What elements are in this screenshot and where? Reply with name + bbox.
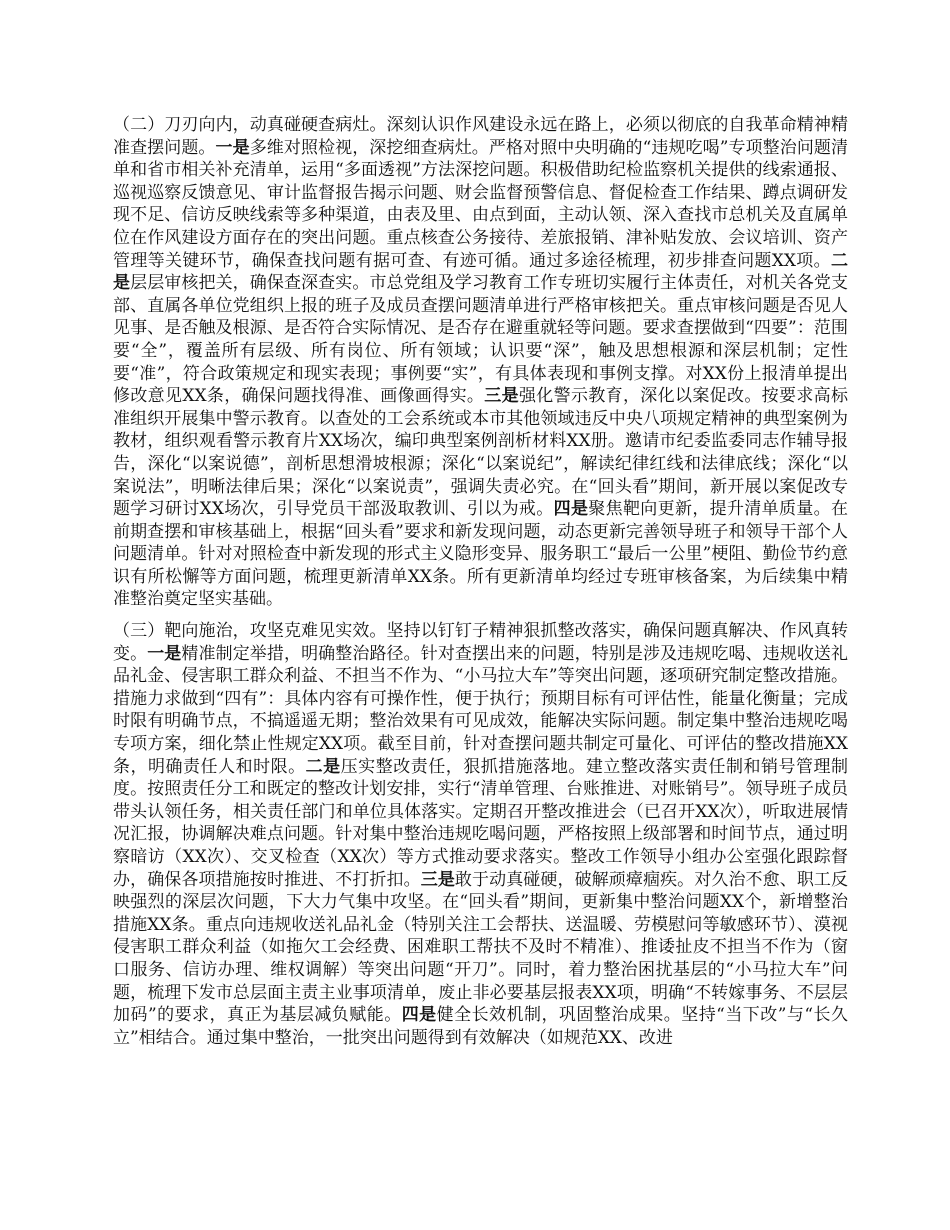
item-lead-marker: 一是	[215, 137, 250, 158]
paragraph-text: 层层审核把关，确保查深查实。市总党组及学习教育工作专班切实履行主体责任，对机关各党支部、直属各单位党组织上报的班子及成员查摆问题清单进行严格审核把关。重点审核问题是否见人见事、是否触及根源、是否符合实际情况、是否存在避重就轻等问题。要求查摆做到“四要”：范围要“全”，覆盖所有层级、所有岗位、所有领域；认识要“深”，触及思想根源和深层机制；定性要“准”，符合政策规定和现实表现；事例要“实”，有具体表现和事例支撑。对XX份上报清单提出修改意见XX条，确保问题找得准、画像画得实。	[113, 273, 849, 407]
paragraph-text: （二）刀刃向内，动真碰硬查病灶。深刻认识作风建设永远在路上，必须以彻底的自我革命精神精准查摆问题。	[113, 115, 848, 158]
paragraph-text: 敢于动真碰硬，破解顽瘴痼疾。对久治不愈、职工反映强烈的深层次问题，下大力气集中攻坚。在“回头看”期间，更新集中整治问题XX个，新增整治措施XX条。重点向违规收送礼品礼金（特别关注工会帮扶、送温暖、劳模慰问等敏感环节）、漠视侵害职工群众利益（如拖欠工会经费、困难职工帮扶不及时不精准）、推诿扯皮不担当不作为（窗口服务、信访办理、维权调解）等突出问题“开刀”。同时，着力整治困扰基层的“小马拉大车”问题，梳理下发市总层面主责主业事项清单，废止非必要基层报表XX项，明确“不转嫁事务、不层层加码”的要求，真正为基层减负赋能。	[113, 869, 849, 1026]
item-lead-marker: 三是	[420, 869, 455, 890]
item-lead-marker: 一是	[147, 643, 182, 664]
paragraph-text: 强化警示教育，深化以案促改。按要求高标准组织开展集中警示教育。以查处的工会系统或本市其他领域违反中央八项规定精神的典型案例为教材，组织观看警示教育片XX场次，编印典型案例剖析材料XX册。邀请市纪委监委同志作辅导报告，深化“以案说德”，剖析思想滑坡根源；深化“以案说纪”，解读纪律红线和法律底线；深化“以案说法”，明晰法律后果；深化“以案说责”，强调失责必究。在“回头看”期间，新开展以案促改专题学习研讨XX场次，引导党员干部汲取教训、引以为戒。	[113, 386, 849, 520]
item-lead-marker: 二是	[305, 756, 341, 777]
paragraph-section-3	[113, 620, 848, 1049]
paragraph-text: 压实整改责任，狠抓措施落地。建立整改落实责任制和销号管理制度。按照责任分工和既定的整改计划安排，实行“清单管理、台账推进、对账销号”。领导班子成员带头认领任务，相关责任部门和单位具体落实。定期召开整改推进会（已召开XX次），听取进展情况汇报，协调解决难点问题。针对集中整治违规吃喝问题，严格按照上级部署和时间节点，通过明察暗访（XX次）、交叉检查（XX次）等方式推动要求落实。整改工作领导小组办公室强化跟踪督办，确保各项措施按时推进、不打折扣。	[113, 756, 849, 890]
item-lead-marker: 二是	[113, 250, 848, 294]
paragraph-section-2	[113, 114, 848, 611]
item-lead-marker: 四是	[553, 499, 589, 520]
item-lead-marker: 四是	[401, 1005, 437, 1026]
paragraph-text: 多维对照检视，深挖细查病灶。严格对照中央明确的“违规吃喝”专项整治问题清单和省市相关补充清单，运用“多面透视”方法深挖问题。积极借助纪检监察机关提供的线索通报、巡视巡察反馈意见、审计监督报告揭示问题、财会监督预警信息、督促检查工作结果、蹲点调研发现不足、信访反映线索等多种渠道，由表及里、由点到面，主动认领、深入查找市总机关及直属单位在作风建设方面存在的突出问题。重点核查公务接待、差旅报销、津补贴发放、会议培训、资产管理等关键环节，确保查找问题有据可查、有迹可循。通过多途径梳理，初步排查问题XX项。	[113, 137, 849, 271]
paragraph-text: 精准制定举措，明确整治路径。针对查摆出来的问题，特别是涉及违规吃喝、违规收送礼品礼金、侵害职工群众利益、不担当不作为、“小马拉大车”等突出问题，逐项研究制定整改措施。措施力求做到“四有”：具体内容有可操作性，便于执行；预期目标有可评估性，能量化衡量；完成时限有明确节点，不搞遥遥无期；整治效果有可见成效，能解决实际问题。制定集中整治违规吃喝专项方案，细化禁止性规定XX项。截至目前，针对查摆问题共制定可量化、可评估的整改措施XX条，明确责任人和时限。	[113, 643, 849, 777]
paragraph-text: 聚焦靶向更新，提升清单质量。在前期查摆和审核基础上，根据“回头看”要求和新发现问题，动态更新完善领导班子和领导干部个人问题清单。针对对照检查中新发现的形式主义隐形变异、服务职工“最后一公里”梗阻、勤俭节约意识有所松懈等方面问题，梳理更新清单XX条。所有更新清单均经过专班审核备案，为后续集中精准整治奠定坚实基础。	[113, 499, 849, 610]
paragraph-text: 健全长效机制，巩固整治成果。坚持“当下改”与“长久立”相结合。通过集中整治，一批突出问题得到有效解决（如规范XX、改进	[113, 1005, 848, 1048]
paragraph-text: （三）靶向施治，攻坚克难见实效。坚持以钉钉子精神狠抓整改落实，确保问题真解决、作风真转变。	[113, 621, 848, 664]
item-lead-marker: 三是	[484, 386, 519, 407]
